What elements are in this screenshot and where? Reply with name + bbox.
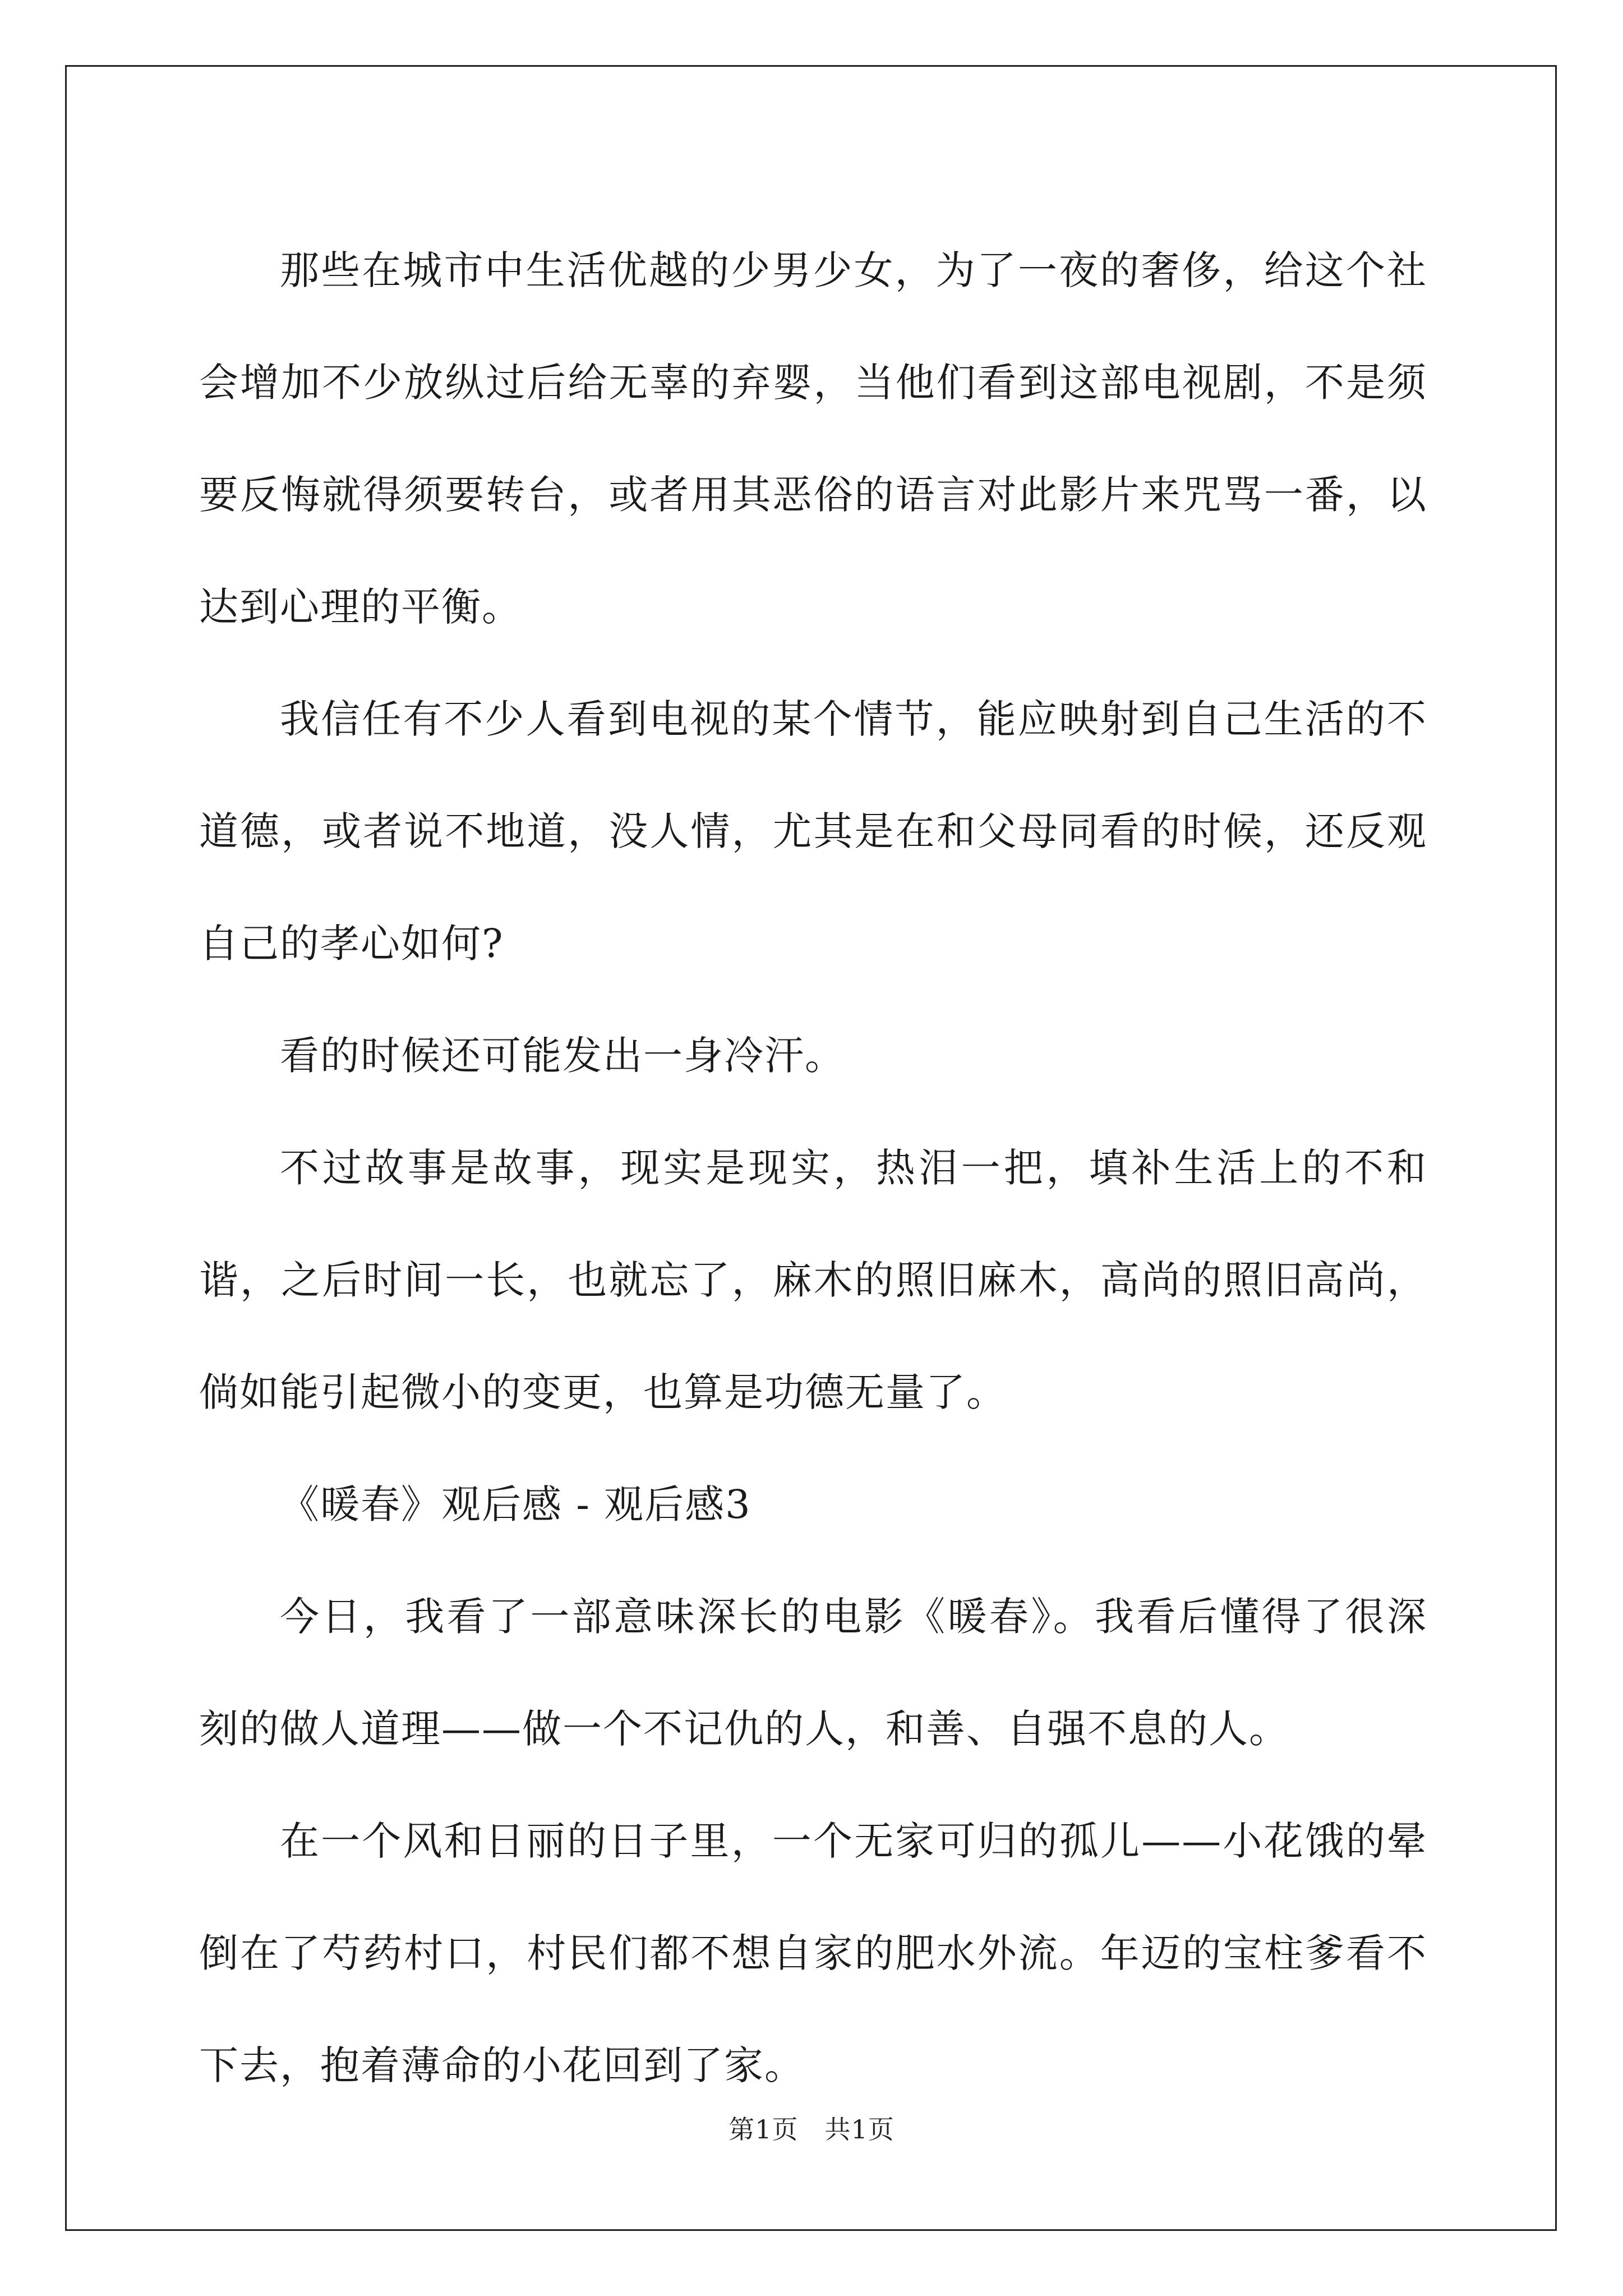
page-footer: 第1页 共1页 bbox=[728, 2114, 895, 2145]
paragraph-3: 看的时候还可能发出一身冷汗。 bbox=[280, 1033, 845, 1079]
section-heading: 《暖春》观后感 - 观后感3 bbox=[280, 1481, 751, 1527]
paragraph-6: 在一个风和日丽的日子里，一个无家可归的孤儿——小花饿的晕倒在了芍药村口，村民们都不想自家的肥水外流。年迈的宝柱爹看不下去，抱着薄命的小花回到了家。 bbox=[199, 1818, 1427, 2088]
paragraph-1: 那些在城市中生活优越的少男少女，为了一夜的奢侈，给这个社会增加不少放纵过后给无辜的弃婴，当他们看到这部电视剧，不是须要反悔就得须要转台，或者用其恶俗的语言对此影片来咒骂一番，以达到心理的平衡。 bbox=[199, 247, 1427, 630]
paragraph-5: 今日，我看了一部意味深长的电影《暖春》。我看后懂得了很深刻的做人道理——做一个不记仇的人，和善、自强不息的人。 bbox=[199, 1594, 1427, 1752]
paragraph-4: 不过故事是故事，现实是现实，热泪一把，填补生活上的不和谐，之后时间一长，也就忘了，麻木的照旧麻木，高尚的照旧高尚，倘如能引起微小的变更，也算是功德无量了。 bbox=[199, 1145, 1427, 1415]
paragraph-2: 我信任有不少人看到电视的某个情节，能应映射到自己生活的不道德，或者说不地道，没人情，尤其是在和父母同看的时候，还反观自己的孝心如何? bbox=[199, 696, 1427, 967]
document-body bbox=[199, 214, 1427, 2122]
